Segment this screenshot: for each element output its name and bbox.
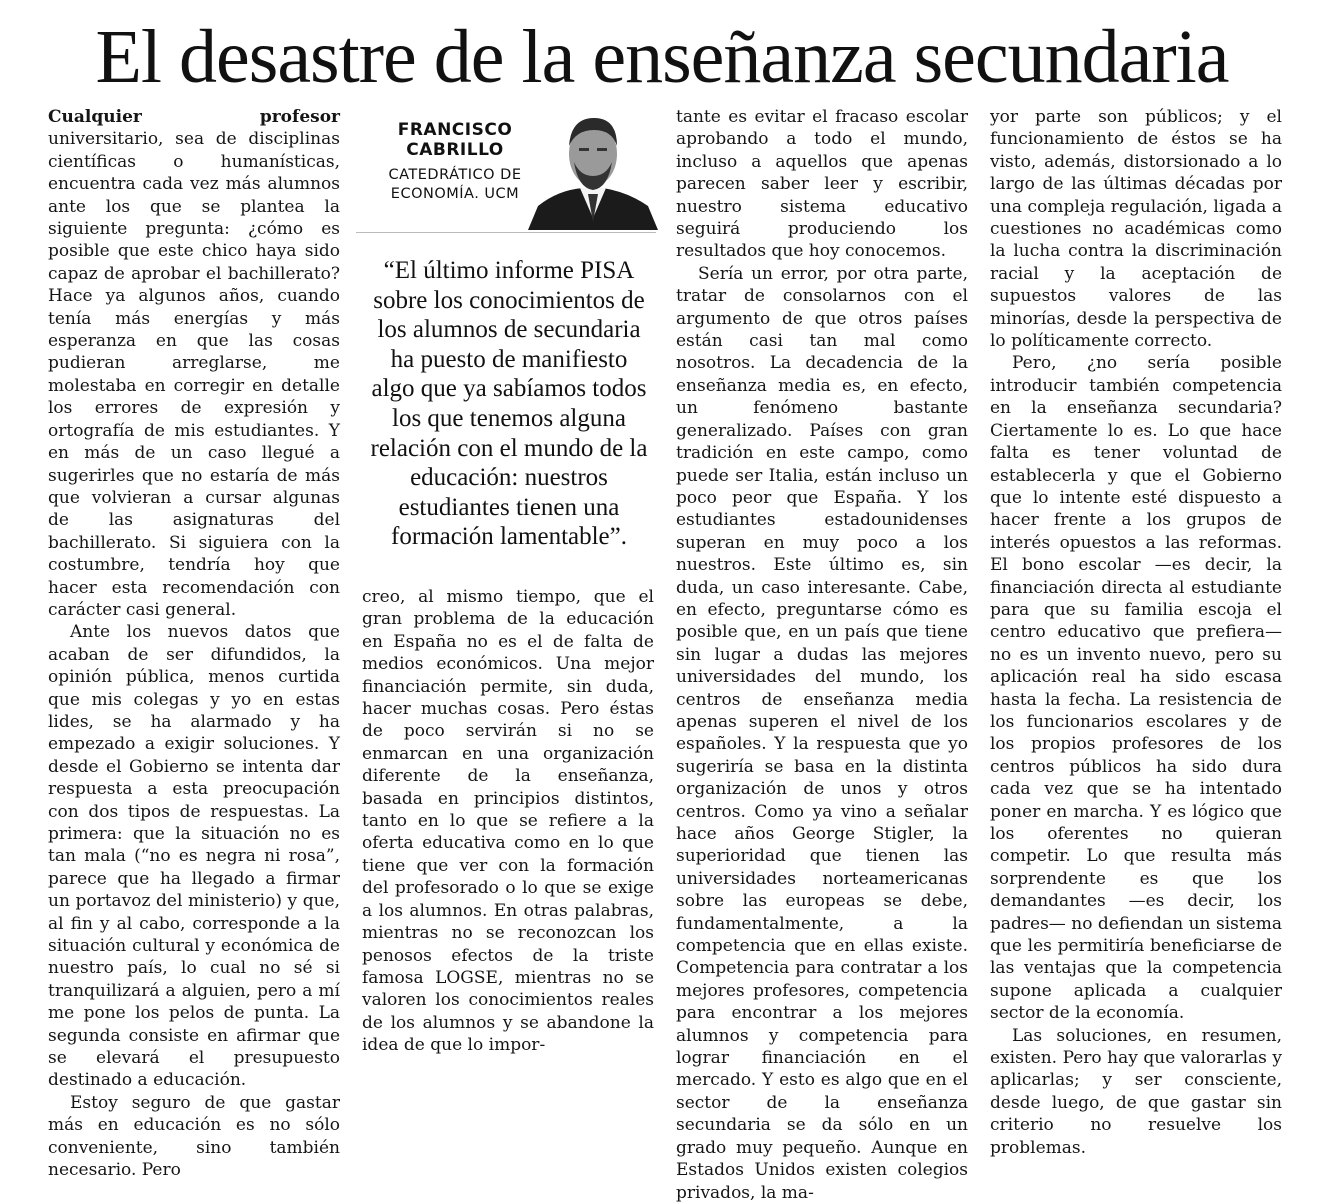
author-role: CATEDRÁTICO DE ECONOMÍA. UCM xyxy=(388,167,522,202)
headline: El desastre de la enseñanza secundaria xyxy=(95,15,1229,99)
paragraph: Pero, ¿no sería posible introducir también competencia en la enseñanza secundaria? Ciertamente lo es. Lo que hace falta es tener voluntad de establecerla y que el Gobierno que lo intente esté dispuesto a hacer frente a los grupos de interés opuestos a las reformas. El bono escolar —es decir, la financiación directa al estudiante para que su familia escoja el centro educativo que prefiera— no es un invento nuevo, pero su aplicación real ha sido escasa hasta la fecha. La resistencia de los funcionarios escolares y de los propios profesores de los centros públicos ha sido dura cada vez que se ha intentado poner en marcha. Y es lógico que los oferentes no quieran competir. Lo que resulta más sorprendente es que los demandantes —es decir, los padres— no defiendan un sistema que les permitiría beneficiarse de las ventajas que la competencia supone aplicada a cualquier sector de la economía. xyxy=(990,353,1282,1024)
paragraph xyxy=(48,106,340,621)
paragraph: tante es evitar el fracaso escolar aprobando a todo el mundo, incluso a aquellos que apenas parecen saber leer y escribir, nuestro sistema educativo seguirá produciendo los resultados que hoy conocemos. xyxy=(676,107,968,262)
divider xyxy=(356,232,656,233)
pull-quote: “El último informe PISA sobre los conocimientos de los alumnos de secundaria ha puesto de manifiesto algo que ya sabíamos todos los que tenemos alguna relación con el mundo de la educación: nuestros estudiantes tienen una formación lamentable”. xyxy=(370,257,648,551)
paragraph: Ante los nuevos datos que acaban de ser difundidos, la opinión pública, menos curtida que mis colegas y yo en estas lides, se ha alarmado y ha empezado a exigir soluciones. Y desde el Gobierno se intenta dar respuesta a esta preocupación con dos tipos de respuestas. La primera: que la situación no es tan mala (“no es negra ni rosa”, parece que ha llegado a firmar un portavoz del ministerio) y que, al fin y al cabo, corresponde a la situación cultural y económica de nuestro país, lo cual no sé si tranquilizará a alguien, pero a mí me pone los pelos de punta. La segunda consiste en afirmar que se elevará el presupuesto destinado a educación. xyxy=(48,622,340,1091)
paragraph: yor parte son públicos; y el funcionamiento de éstos se ha visto, además, distorsionado a lo largo de las últimas décadas por una compleja regulación, ligada a cuestiones no académicas como la lucha contra la discriminación racial y la aceptación de supuestos valores de las minorías, desde la perspectiva de lo políticamente correcto. xyxy=(990,107,1282,352)
article-column-1 xyxy=(48,106,340,1182)
paragraph: Sería un error, por otra parte, tratar de consolarnos con el argumento de que otros países están casi tan mal como nosotros. La decadencia de la enseñanza media es, en efecto, un fenómeno bastante generalizado. Países con gran tradición en este campo, como puede ser Italia, están incluso un poco peor que España. Y los estudiantes estadounidenses superan en muy poco a los nuestros. Este último es, sin duda, un caso interesante. Cabe, en efecto, preguntarse cómo es posible que, en un país que tiene sin lugar a dudas las mejores universidades del mundo, los centros de enseñanza media apenas superen el nivel de los españoles. Y la respuesta que yo sugeriría se basa en la distinta organización de unos y otros centros. Como ya vino a señalar hace años George Stigler, la superioridad que tienen las universidades norteamericanas sobre las europeas se debe, fundamentalmente, a la competencia que en ellas existe. Competencia para contratar a los mejores profesores, competencia para encontrar a los mejores alumnos y competencia para lograr financiación en el mercado. Y esto es algo que en el sector de la enseñanza secundaria se da sólo en un grado muy pequeño. Aunque en Estados Unidos existen colegios privados, la ma- xyxy=(676,263,968,1203)
byline xyxy=(380,120,530,204)
paragraph-text: universitario, sea de disciplinas científicas o humanísticas, encuentra cada vez más alumnos ante los que se plantea la siguiente pregunta: ¿cómo es posible que este chico haya sido capaz de aprobar el bachillerato? Hace ya algunos años, cuando tenía más energías y más esperanza en que las cosas pudieran arreglarse, me molestaba en corregir en detalle los errores de expresión y ortografía de mis estudiantes. Y en más de un caso llegué a sugerirles que no estaría de más que volvieran a cursar algunas de las asignaturas del bachillerato. Si siguiera con la costumbre, tendría hoy que hacer esta recomendación con carácter casi general. xyxy=(48,129,340,620)
paragraph: Estoy seguro de que gastar más en educación es no sólo conveniente, sino también necesario. Pero xyxy=(48,1092,340,1181)
article-column-4 xyxy=(990,106,1282,1159)
article-column-3 xyxy=(676,106,968,1204)
lead-in: Cualquier profesor xyxy=(48,107,340,127)
paragraph: creo, al mismo tiempo, que el gran problema de la educación en España no es el de falta de medios económicos. Una mejor financiación permite, sin duda, hacer muchas cosas. Pero éstas de poco servirán si no se enmarcan en una organización diferente de la enseñanza, basada en principios distintos, tanto en lo que se refiere a la oferta educativa como en lo que tiene que ver con la formación del profesorado o lo que se exige a los alumnos. En otras palabras, mientras no se reconozcan los penosos efectos de la triste famosa LOGSE, mientras no se valoren los conocimientos reales de los alumnos y se abandone la idea de que lo impor- xyxy=(362,587,654,1056)
author-name: FRANCISCO CABRILLO xyxy=(397,120,513,160)
article-column-2 xyxy=(362,586,654,1057)
author-portrait-icon xyxy=(528,110,658,230)
paragraph: Las soluciones, en resumen, existen. Pero hay que valorarlas y aplicarlas; y ser consciente, desde luego, de que gastar sin criterio no resuelve los problemas. xyxy=(990,1025,1282,1158)
